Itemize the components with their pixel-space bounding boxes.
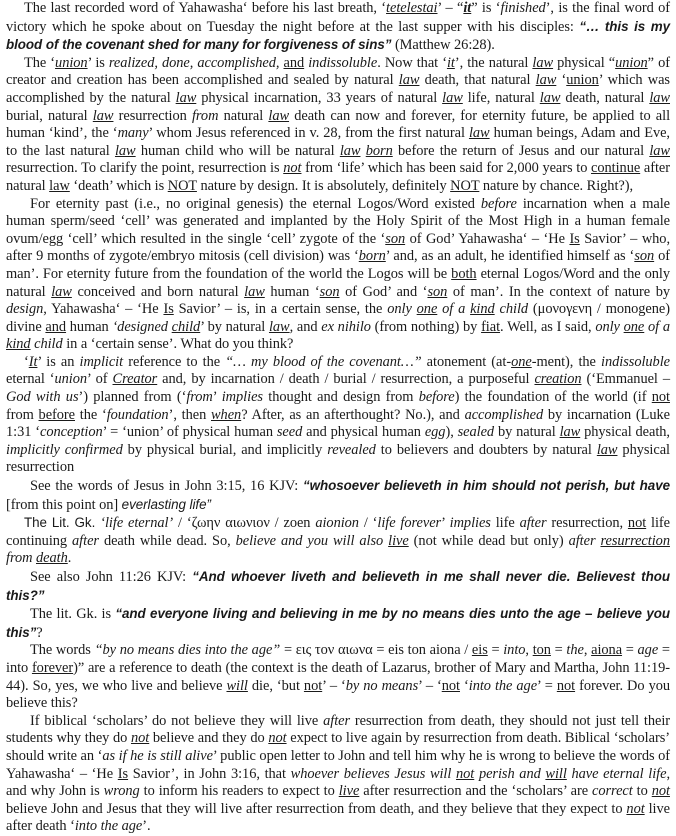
text: The ‘ [24, 54, 56, 71]
text: resurrection, [546, 515, 628, 532]
term: sealed [457, 424, 495, 441]
text: = εις τον αιωνα = eis ton aiona / [280, 642, 472, 659]
text: ’) planned from (‘ [78, 389, 187, 406]
scripture-quote: “and everyone living and believing in me by no means dies unto the age – believe you this” [6, 606, 670, 640]
text: by physical burial, and implicitly [122, 441, 328, 458]
term: will [545, 765, 567, 782]
text: . Well, as I said, [500, 318, 596, 335]
term: born [358, 248, 386, 265]
term: before [38, 406, 75, 423]
text: , Yahawasha‘ – ‘He [43, 301, 164, 318]
text: ” is ‘ [471, 0, 501, 16]
text: of man’. In the context of nature by [447, 283, 670, 300]
text: ’, then [168, 406, 211, 423]
text: ’ [212, 389, 222, 406]
term: union [566, 72, 599, 89]
term: and [45, 318, 67, 335]
paragraph-scholars [6, 713, 670, 836]
text: (‘Emmanuel – [581, 371, 670, 388]
text: ’ whom Jesus referenced in v. 28, from the first natural [148, 125, 469, 142]
paragraph-eternity [6, 196, 670, 354]
text: ’ [441, 515, 450, 532]
text: incarnation when a male human sperm/seed ‘cell’ was generated and implanted by the Holy Spirit of the Most High in a human female ovum/egg ‘cell’ which resulted in the single ‘cell’ zygote of the ‘ [6, 195, 670, 247]
text: The lit. Gk. is [30, 606, 116, 623]
text: after natural [6, 160, 670, 194]
term: ‘designed [112, 318, 172, 335]
text: ‘ [459, 677, 469, 694]
text: life continuing [6, 515, 671, 549]
text: death can now and forever, for eternity future, be applied to all human ‘kind’, the ‘ [6, 107, 671, 142]
term-law: law [339, 142, 361, 159]
text: The last recorded word of Yahawasha‘ before his last breath, ‘ [24, 0, 387, 16]
term: many [117, 125, 149, 142]
term: after [72, 532, 99, 549]
text: [from this point on] [6, 496, 122, 513]
term: will [226, 677, 248, 694]
text: believe and they do [149, 730, 269, 747]
text: ’, is the final word of victory which he spoke about on Tuesday the night before at the last supper with his disciples: [6, 0, 670, 35]
text: ” of creator and creation has been accomplished and sealed by natural [6, 54, 670, 89]
term: not [441, 677, 460, 694]
text: resurrection. To clarify the point, resurrection is [6, 160, 284, 177]
term-law: law [535, 72, 557, 89]
term: not [627, 515, 647, 532]
text: death, natural [560, 89, 650, 106]
term-law: law [175, 89, 197, 106]
paragraph-union [6, 55, 670, 196]
text: physical “ [553, 54, 616, 71]
term: not [283, 160, 302, 177]
term-law: law [49, 177, 70, 194]
term: ton [532, 642, 551, 659]
scripture-quote: “And whoever liveth and believeth in me shall never die. Believest thou this?” [6, 569, 670, 603]
text: ? After, as an afterthought? No.), and [241, 406, 465, 423]
text: (μονογενη / monogene) divine [6, 301, 670, 335]
term-son: son [319, 283, 340, 300]
term: egg [424, 424, 446, 441]
text: of God’ Yahawasha‘ – ‘He [405, 230, 570, 247]
term: have eternal life [566, 765, 667, 782]
term: not [626, 800, 645, 817]
text: before the return of Jesus and our natural [392, 142, 650, 159]
text: ) the foundation of the world (if [454, 389, 652, 406]
text: (Matthew 26:28). [391, 37, 495, 54]
text: physical resurrection [6, 441, 670, 476]
term-law: law [596, 441, 618, 458]
term: the [566, 642, 584, 659]
term: child [171, 318, 201, 335]
term: born [365, 142, 393, 159]
text: expect to live again by resurrection from death. Biblical ‘scholars’ should write an ‘ [6, 730, 670, 764]
term: eis [471, 642, 488, 659]
term-finished: finished [500, 0, 546, 16]
term: aiona [591, 642, 623, 659]
term: both [451, 265, 477, 282]
term: live [338, 783, 360, 800]
term-tetelestai: tetelestai [386, 0, 438, 16]
term: child [30, 336, 63, 353]
term-law: law [51, 283, 72, 300]
text: , and why John is [6, 765, 670, 800]
term: by no means [345, 677, 419, 694]
term-law: law [468, 125, 490, 142]
term: implies [221, 389, 263, 406]
term: one [623, 318, 645, 335]
text: ), [445, 424, 458, 441]
term: union [615, 54, 648, 71]
text: = [550, 642, 567, 659]
text: ? [36, 624, 43, 641]
term: revealed [327, 441, 376, 458]
text: ‘death’ which is [69, 177, 168, 194]
text: reference to the [123, 353, 226, 370]
text: , [583, 642, 592, 659]
term: Creator [112, 371, 158, 388]
scripture-quote: “… this is my blood of the covenant shed for many for forgiveness of sins” [6, 18, 670, 53]
term: NOT [167, 177, 197, 194]
term: only [595, 318, 624, 335]
term: creation [534, 371, 582, 388]
paragraph-lit-gk [6, 605, 670, 642]
term-law: law [559, 424, 581, 441]
term: implicit [79, 353, 124, 370]
term: it [446, 54, 455, 71]
text: Savior’, in John 3:16, that [128, 765, 291, 782]
text: and physical human [302, 424, 425, 441]
term-law: law [539, 89, 561, 106]
text: the ‘ [75, 406, 107, 423]
paragraph-atonement [6, 354, 670, 477]
term: aionion [315, 515, 359, 532]
text: ’ is [87, 54, 109, 71]
term: only [387, 301, 417, 318]
text: eternal ‘ [6, 371, 55, 388]
term: age [637, 642, 659, 659]
text: (not while dead but only) [408, 532, 569, 549]
term: union [55, 54, 88, 71]
term: death [36, 550, 68, 567]
text: The Lit. Gk. [24, 515, 101, 531]
term: not [556, 677, 576, 694]
term: kind [6, 336, 31, 353]
text: by incarnation (Luke 1:31 ‘ [6, 406, 670, 441]
term: indissoluble [308, 54, 378, 71]
term: before [418, 389, 455, 406]
term: fiat [481, 318, 501, 335]
text: / ‘ [358, 515, 378, 532]
paragraph-last-word [6, 0, 670, 55]
text: ’ is an [37, 353, 80, 370]
text: eternal Logos/Word and the only natural [6, 265, 670, 300]
term-law: law [532, 54, 554, 71]
text: ’ which was accomplished by the natural [6, 72, 670, 106]
text: ’ by natural [200, 318, 269, 335]
term-law: law [114, 142, 136, 159]
term: continue [591, 160, 641, 177]
text: Savior’ – who, after 9 months of zygote/embryo mitosis (cell division) was ‘ [6, 230, 670, 265]
term: Is [117, 765, 129, 782]
text: ‘ [556, 72, 567, 89]
text: believe John and Jesus that they will live after resurrection from death, and they believe that they expect to [6, 800, 627, 817]
term: from [191, 107, 219, 124]
scripture-quote: “… my blood of the covenant…” [225, 353, 422, 370]
text: burial, natural [6, 107, 93, 124]
term-son: son [385, 230, 406, 247]
term: after [568, 532, 601, 549]
term: and [283, 54, 305, 71]
text: death, that natural [419, 72, 536, 89]
text: natural [218, 107, 269, 124]
text: = [487, 642, 504, 659]
text: of God’ and ‘ [339, 283, 428, 300]
text: to inform his readers to expect to [139, 783, 339, 800]
term: after [323, 712, 351, 729]
term: indissoluble [601, 353, 670, 370]
term: forever [31, 659, 74, 676]
text: See the words of Jesus in John 3:15, 16 KJV: [30, 478, 303, 495]
text: nature by design. It is absolutely, definitely [196, 177, 451, 194]
text: human ‘ [264, 283, 320, 300]
term-law: law [268, 318, 290, 335]
term: wrong [103, 783, 140, 800]
term: Is [163, 301, 174, 318]
term: correct [592, 783, 633, 800]
text: = into [6, 642, 670, 676]
text: -ment), the [531, 353, 602, 370]
text: live after death ‘ [6, 800, 670, 835]
text: . Now that ‘ [377, 54, 447, 71]
text: nature by chance. Right?), [479, 177, 634, 194]
document-body [6, 0, 670, 836]
term: of a [437, 301, 471, 318]
text: See also John 11:26 KJV: [30, 569, 193, 585]
scripture-quote: “by no means dies into the age” [94, 642, 281, 659]
text: ’ – “ [437, 0, 464, 16]
term: realized, done, accomplished, [108, 54, 280, 71]
term-law: law [649, 89, 670, 106]
paragraph-john-3-15 [6, 477, 670, 514]
term: into the age [468, 677, 538, 694]
term: design [6, 301, 44, 318]
text: life, natural [462, 89, 540, 106]
text: The words [30, 642, 95, 659]
term: live [388, 532, 409, 549]
text: from [6, 406, 39, 423]
term: one [416, 301, 438, 318]
term: into [503, 642, 526, 659]
term: conception [40, 424, 103, 441]
text: , [525, 642, 533, 659]
term: ‘life eternal’ [100, 515, 174, 532]
text: (from nothing) by [370, 318, 482, 335]
term-son: son [427, 283, 448, 300]
text: human [66, 318, 113, 335]
term-law: law [442, 89, 463, 106]
term: It [28, 353, 38, 370]
term: when [211, 406, 242, 423]
term: ex nihilo [321, 318, 371, 335]
text: die, ‘but [247, 677, 304, 694]
paragraph-john-11-26 [6, 568, 670, 605]
term: accomplished [464, 406, 544, 423]
text: and, by incarnation / death / burial / resurrection, a purposeful [157, 371, 535, 388]
term: before [480, 195, 517, 212]
text: conceived and born natural [71, 283, 245, 300]
text: by natural [494, 424, 560, 441]
term: union [54, 371, 88, 388]
term: NOT [450, 177, 480, 194]
text: human child who will be natural [135, 142, 340, 159]
term: God with us [6, 389, 79, 406]
term-law: law [649, 142, 670, 159]
term: seed [276, 424, 303, 441]
paragraph-the-words [6, 642, 670, 712]
term: implicitly confirmed [6, 441, 123, 458]
text: to believers and doubters by natural [375, 441, 597, 458]
text: ‘ [24, 353, 29, 370]
term-law: law [398, 72, 420, 89]
text: forever. Do you believe this? [6, 677, 671, 712]
term: whoever believes Jesus will [290, 765, 457, 782]
text: resurrection from death, they should not just tell their students why they do [6, 712, 671, 747]
text: ’ of [87, 371, 113, 388]
term: from [186, 389, 213, 406]
text: For eternity past (i.e., no original genesis) the eternal Logos/Word existed [30, 195, 481, 212]
text: physical incarnation, 33 years of natural [196, 89, 443, 106]
term-law: law [268, 107, 290, 124]
text: to [632, 783, 652, 800]
text: life [490, 515, 520, 532]
text: atonement (at- [421, 353, 512, 370]
text: after resurrection and the ‘scholars’ are [359, 783, 593, 800]
term: after [519, 515, 547, 532]
term: Is [569, 230, 580, 247]
term-law: law [92, 107, 114, 124]
text: ’. [142, 818, 151, 835]
term: implies [449, 515, 491, 532]
text: ’ – ‘ [418, 677, 442, 694]
scripture-quote: everlasting life” [121, 496, 211, 512]
text: in a ‘certain sense’. What do you think? [62, 336, 294, 353]
text: ’ public open letter to John and tell him why he is wrong to believe the words of Yahawasha‘ – ‘He [6, 747, 670, 782]
term: kind [470, 301, 495, 318]
text: Savior’ – is, in a certain sense, the [173, 301, 388, 318]
text: death while dead. So, [98, 532, 236, 549]
term: not [651, 389, 670, 406]
term-it: it [463, 0, 472, 16]
term: into the age [74, 818, 143, 835]
term: not [303, 677, 323, 694]
term: believe and you will also [235, 532, 389, 549]
term: child [494, 301, 529, 318]
term: perish and [474, 765, 546, 782]
paragraph-life-eternal [6, 514, 670, 568]
term: not [268, 730, 287, 747]
term: one [511, 353, 532, 370]
text: = [622, 642, 638, 659]
text: If biblical ‘scholars’ do not believe they will live [30, 712, 324, 729]
text: physical death, [580, 424, 670, 441]
text: from ‘life’ which has been said for 2,000 years to [301, 160, 592, 177]
text: . [67, 550, 72, 567]
text: ’ = ‘union’ of physical human [102, 424, 277, 441]
term: from [6, 550, 36, 567]
text: thought and design from [262, 389, 419, 406]
text: human beings, Adam and Eve, to the last natural [6, 125, 670, 159]
text: of man’. For eternity future from the foundation of the world the Logos will be [6, 248, 671, 282]
term: not [651, 783, 670, 800]
term: life forever [377, 515, 442, 532]
text: ’ – ‘ [322, 677, 346, 694]
text: ’, the natural [454, 54, 533, 71]
term: not [130, 730, 150, 747]
text: ’ = [537, 677, 557, 694]
term-son: son [634, 248, 655, 265]
term-law: law [244, 283, 265, 300]
text: , and [289, 318, 322, 335]
term: not [456, 765, 475, 782]
text: ’ and, as an adult, he identified himself as ‘ [385, 248, 635, 265]
term: as if he is still alive [102, 747, 213, 764]
term: of a [644, 318, 670, 335]
text: )” are a reference to death (the context is the death of Lazarus, brother of Mary and Martha, John 11:19-44). So, yes, we who live and believe [6, 659, 670, 694]
text: resurrection [113, 107, 192, 124]
text: / ‘ζωην αιωνιον / zoen [173, 515, 316, 532]
term: resurrection [600, 532, 670, 549]
term: foundation [106, 406, 169, 423]
scripture-quote: “whosoever believeth in him should not perish, but have [302, 478, 670, 494]
